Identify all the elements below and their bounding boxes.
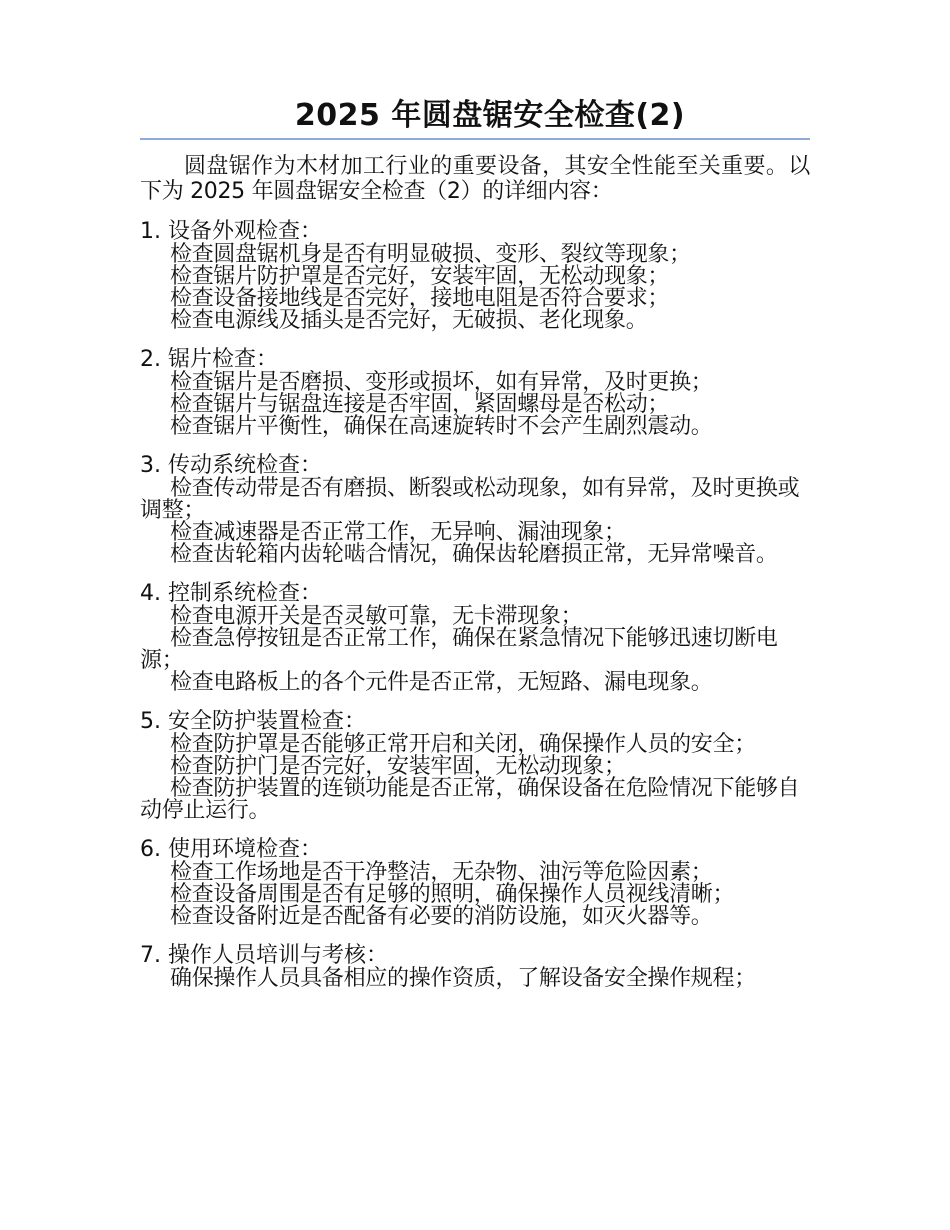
list-item: 检查防护门是否完好，安装牢固，无松动现象； — [170, 754, 626, 779]
section-environment-check — [140, 838, 810, 928]
list-item: 检查电路板上的各个元件是否正常，无短路、漏电现象。 — [170, 670, 713, 695]
section-heading: 7. 操作人员培训与考核： — [140, 943, 388, 968]
list-item: 检查急停按钮是否正常工作，确保在紧急情况下能够迅速切断电源； — [140, 626, 778, 673]
list-item: 检查锯片与锯盘连接是否牢固，紧固螺母是否松动； — [170, 392, 670, 417]
section-heading: 3. 传动系统检查： — [140, 453, 322, 478]
list-item: 检查防护罩是否能够正常开启和关闭，确保操作人员的安全； — [170, 732, 756, 757]
section-appearance-check — [140, 220, 810, 332]
section-heading: 1. 设备外观检查： — [140, 219, 322, 244]
section-safety-guard-check — [140, 710, 810, 822]
document-page — [140, 96, 810, 990]
list-item: 检查传动带是否有磨损、断裂或松动现象，如有异常，及时更换或调整； — [140, 476, 800, 523]
section-control-system-check — [140, 582, 810, 694]
list-item: 检查设备周围是否有足够的照明，确保操作人员视线清晰； — [170, 882, 735, 907]
title-underline — [140, 138, 810, 140]
section-heading: 6. 使用环境检查： — [140, 837, 322, 862]
section-blade-check — [140, 348, 810, 438]
section-operator-training — [140, 944, 810, 990]
section-heading: 2. 锯片检查： — [140, 347, 278, 372]
list-item: 检查防护装置的连锁功能是否正常，确保设备在危险情况下能够自动停止运行。 — [140, 776, 800, 823]
list-item: 检查减速器是否正常工作，无异响、漏油现象； — [170, 520, 626, 545]
list-item: 检查设备接地线是否完好，接地电阻是否符合要求； — [170, 286, 670, 311]
document-title: 2025 年圆盘锯安全检查(2) — [294, 98, 686, 133]
section-heading: 4. 控制系统检查： — [140, 581, 322, 606]
list-item: 检查电源开关是否灵敏可靠，无卡滞现象； — [170, 604, 583, 629]
section-transmission-check — [140, 454, 810, 566]
intro-paragraph: 圆盘锯作为木材加工行业的重要设备，其安全性能至关重要。以下为 2025 年圆盘锯安全检查（2）的详细内容： — [140, 154, 810, 204]
list-item: 检查工作场地是否干净整洁，无杂物、油污等危险因素； — [170, 860, 713, 885]
list-item: 检查锯片防护罩是否完好，安装牢固，无松动现象； — [170, 264, 670, 289]
list-item: 检查锯片是否磨损、变形或损坏，如有异常，及时更换； — [170, 370, 713, 395]
list-item: 检查电源线及插头是否完好，无破损、老化现象。 — [170, 308, 648, 333]
list-item: 检查锯片平衡性，确保在高速旋转时不会产生剧烈震动。 — [170, 414, 713, 439]
list-item: 检查设备附近是否配备有必要的消防设施，如灭火器等。 — [170, 904, 713, 929]
list-item: 检查圆盘锯机身是否有明显破损、变形、裂纹等现象； — [170, 242, 691, 267]
list-item: 检查齿轮箱内齿轮啮合情况，确保齿轮磨损正常，无异常噪音。 — [170, 542, 778, 567]
list-item: 确保操作人员具备相应的操作资质，了解设备安全操作规程； — [170, 966, 756, 991]
section-heading: 5. 安全防护装置检查： — [140, 709, 366, 734]
